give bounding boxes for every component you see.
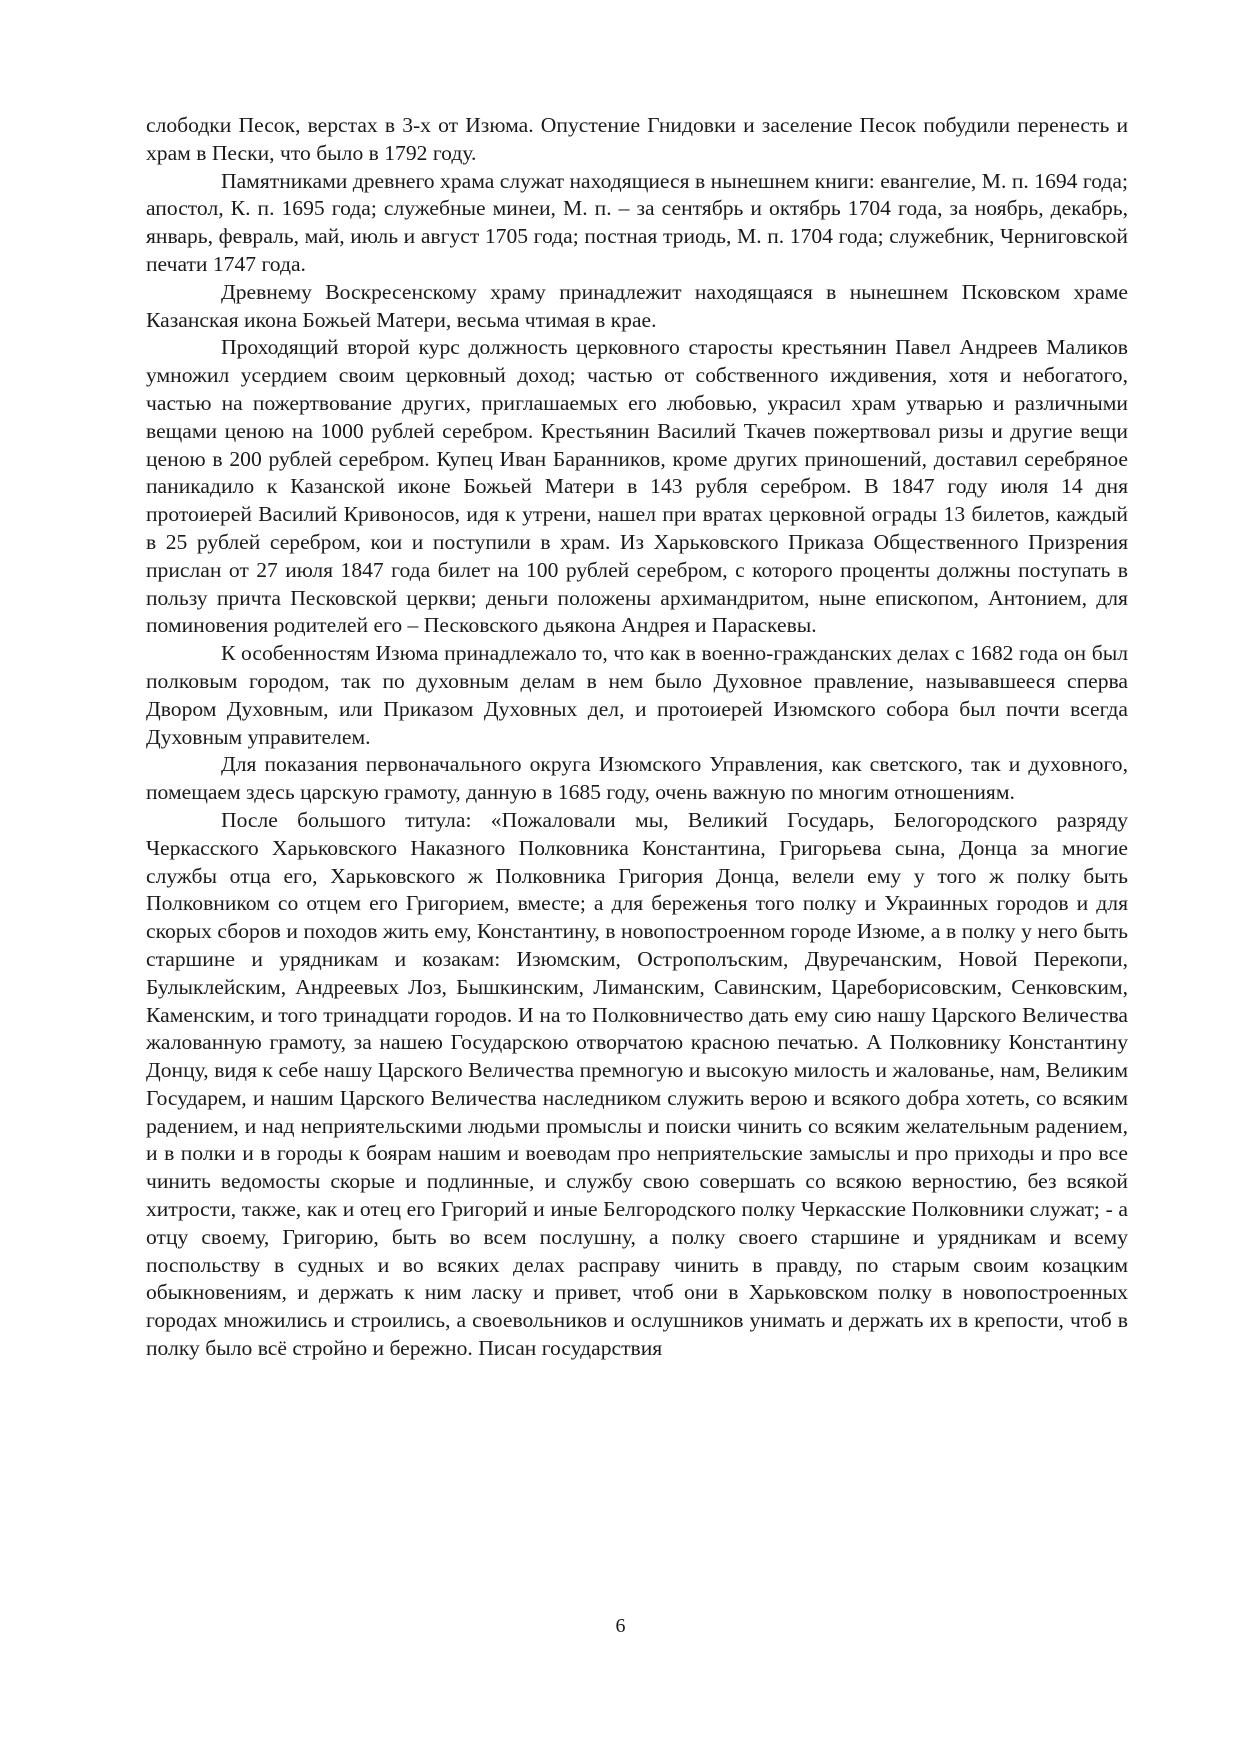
paragraph-5: К особенностям Изюма принадлежало то, что как в военно-гражданских делах с 1682 года он был полковым городом, так по духовным делам в нем было Духовное правление, называвшееся сперва Двором Духовным, или Приказом Духовных дел, и протоиерей Изюмского собора был почти всегда Духовным управителем. [146, 641, 1128, 749]
page-number: 6 [615, 1615, 626, 1637]
paragraph-6: Для показания первоначального округа Изюмского Управления, как светского, так и духовного, помещаем здесь царскую грамоту, данную в 1685 году, очень важную по многим отношениям. [146, 752, 1128, 805]
paragraph-1: слободки Песок, верстах в 3-х от Изюма. Опустение Гнидовки и заселение Песок побудили перенесть и храм в Пески, что было в 1792 году. [146, 113, 1128, 165]
paragraph-4: Проходящий второй курс должность церковного старосты крестьянин Павел Андреев Маликов умножил усердием своим церковный доход; частью от собственного иждивения, хотя и небогатого, частью на пожертвование других, приглашаемых его любовью, украсил храм утварью и различными вещами ценою на 1000 рублей серебром. Крестьянин Василий Ткачев пожертвовал ризы и другие вещи ценою в 200 рублей серебром. Купец Иван Баранников, кроме других приношений, доставил серебряное паникадило к Казанской иконе Божьей Матери в 143 рубля серебром. В 1847 году июля 14 дня протоиерей Василий Кривоносов, идя к утрени, нашел при вратах церковной ограды 13 билетов, каждый в 25 рублей серебром, кои и поступили в храм. Из Харьковского Приказа Общественного Призрения прислан от 27 июля 1847 года билет на 100 рублей серебром, с которого проценты должны поступать в пользу причта Песковской церкви; деньги положены архимандритом, ныне епископом, Антонием, для поминовения родителей его – Песковского дьякона Андрея и Параскевы. [146, 335, 1128, 638]
paragraph-7: После большого титула: «Пожаловали мы, Великий Государь, Белогородского разряду Черкасского Харьковского Наказного Полковника Константина, Григорьева сына, Донца за многие службы отца его, Харьковского ж Полковника Григория Донца, велели ему у того ж полку быть Полковником со отцем его Григорием, вместе; а для береженья того полку и Украинных городов и для скорых сборов и походов жить ему, Константину, в новопостроенном городе Изюме, а в полку у него быть старшине и урядникам и козакам: Изюмским, Острополъским, Двуречанским, Новой Перекопи, Булыклейским, Андреевых Лоз, Бышкинским, Лиманским, Савинским, Цареборисовским, Сенковским, Каменским, и того тринадцати городов. И на то Полковничество дать ему сию нашу Царского Величества жалованную грамоту, за нашею Государскою отворчатою красною печатью. А Полковнику Константину Донцу, видя к себе нашу Царского Величества премногую и высокую милость и жалованье, нам, Великим Государем, и нашим Царского Величества наследником служить верою и всякого добра хотеть, со всяким радением, и над неприятельскими людьми промыслы и поиски чинить со всяким желательным радением, и в полки и в городы к боярам нашим и воеводам про неприятельские замыслы и про приходы и про все чинить ведомосты скорые и подлинные, и службу свою совершать со всякою верностию, без всякой хитрости, также, как и отец его Григорий и иные Белгородского полку Черкасские Полковники служат; - а отцу своему, Григорию, быть во всем послушну, а полку своего старшине и урядникам и всему поспольству в судных и во всяких делах расправу чинить в правду, по старым своим козацким обыкновениям, и держать к ним ласку и привет, чтоб они в Харьковском полку в новопостроенных городах множились и строились, а своевольников и ослушников унимать и держать их в крепости, чтоб в полку было всё стройно и бережно. Писан государствия [146, 807, 1128, 1361]
page-body [146, 112, 1128, 1363]
paragraph-3: Древнему Воскресенскому храму принадлежит находящаяся в нынешнем Псковском храме Казанская икона Божьей Матери, весьма чтимая в крае. [146, 279, 1128, 332]
paragraph-2: Памятниками древнего храма служат находящиеся в нынешнем книги: евангелие, М. п. 1694 года; апостол, К. п. 1695 года; служебные минеи, М. п. – за сентябрь и октябрь 1704 года, за ноябрь, декабрь, январь, февраль, май, июль и август 1705 года; постная триодь, М. п. 1704 года; служебник, Черниговской печати 1747 года. [146, 168, 1128, 276]
